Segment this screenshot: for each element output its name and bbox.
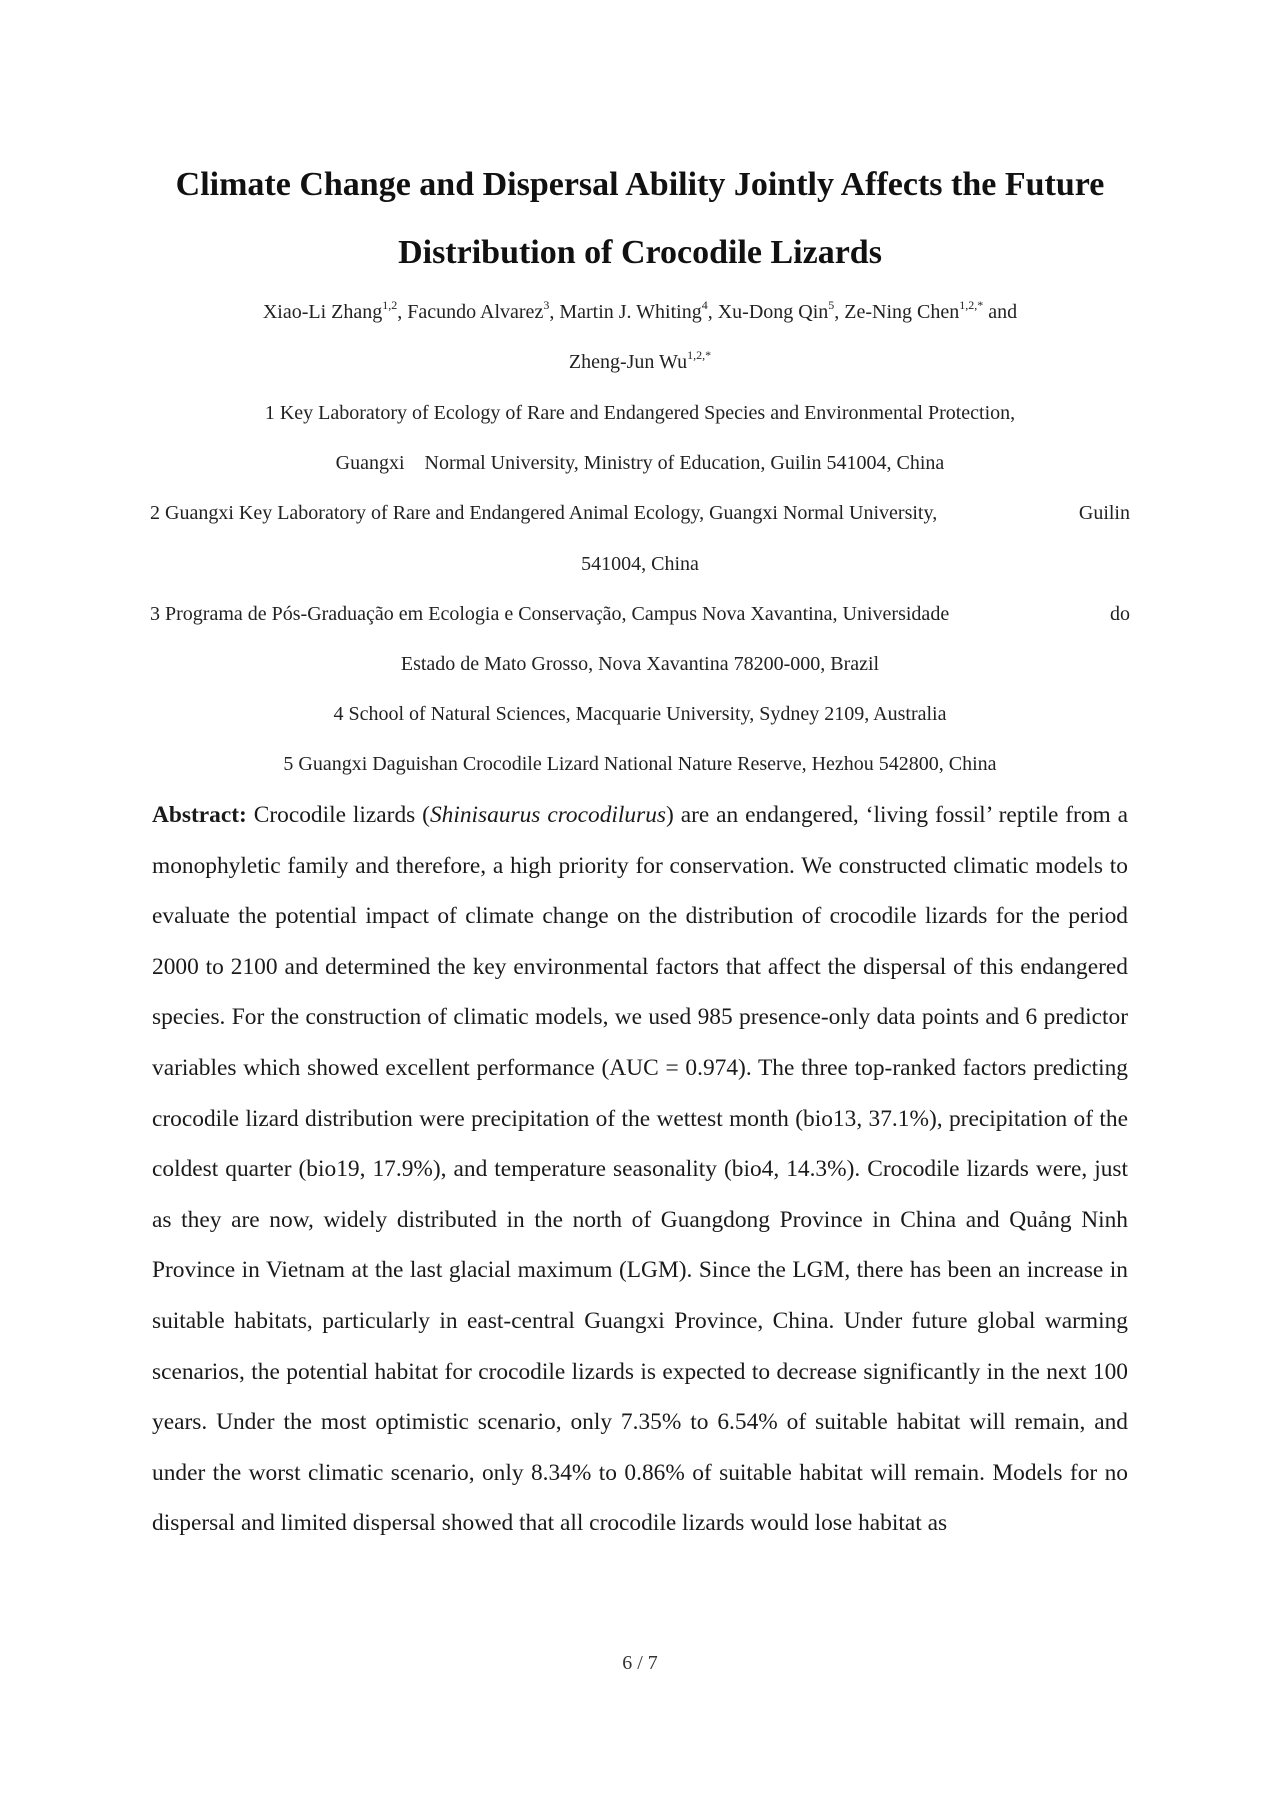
- affiliation-2-text: 2 Guangxi Key Laboratory of Rare and Endangered Animal Ecology, Guangxi Normal University,: [150, 502, 938, 524]
- author-list-line-1: [0, 298, 1280, 324]
- author-affiliation-mark: 5: [828, 298, 835, 312]
- author-name: Zheng-Jun Wu: [568, 351, 688, 373]
- author-affiliation-mark: 1,2,*: [687, 348, 712, 362]
- author-name: , Ze-Ning Chen: [834, 301, 960, 323]
- author-name: , Martin J. Whiting: [549, 301, 702, 323]
- page-number: 6 / 7: [622, 1652, 658, 1674]
- affiliation-4: 4 School of Natural Sciences, Macquarie University, Sydney 2109, Australia: [333, 703, 947, 725]
- affiliation-2-line-2: 541004, China: [581, 553, 699, 575]
- species-name: Shinisaurus crocodilurus: [429, 802, 666, 828]
- author-affiliation-mark: 1,2: [382, 298, 398, 312]
- abstract-text-part-1: Crocodile lizards (: [246, 802, 430, 828]
- affiliation-2-line-1: [150, 502, 1130, 525]
- abstract-paragraph: [152, 790, 1128, 1549]
- paper-title-line-1: Climate Change and Dispersal Ability Jointly Affects the Future: [175, 166, 1105, 203]
- affiliation-3-text: 3 Programa de Pós-Graduação em Ecologia e Conservação, Campus Nova Xavantina, Universidade: [150, 603, 950, 625]
- affiliation-1-line-1: 1 Key Laboratory of Ecology of Rare and Endangered Species and Environmental Protection,: [264, 402, 1016, 424]
- affiliation-5: 5 Guangxi Daguishan Crocodile Lizard National Nature Reserve, Hezhou 542800, China: [283, 753, 997, 775]
- author-name: , Facundo Alvarez: [397, 301, 544, 323]
- author-name: Xiao-Li Zhang: [262, 301, 383, 323]
- author-list-conjunction: and: [983, 301, 1018, 323]
- abstract-label: Abstract:: [152, 802, 247, 828]
- author-list-line-2: [0, 348, 1280, 374]
- abstract-text-part-2: ) are an endangered, ‘living fossil’ reptile from a monophyletic family and therefore, a high priority for conservation. We constructed climatic models to evaluate the potential impact of climate change on the distribution of crocodile lizards for the period 2000 to 2100 and determined the key environmental factors that affect the dispersal of this endangered species. For the construction of climatic models, we used 985 presence-only data points and 6 predictor variables which showed excellent performance (AUC = 0.974). The three top-ranked factors predicting crocodile lizard distribution were precipitation of the wettest month (bio13, 37.1%), precipitation of the coldest quarter (bio19, 17.9%), and temperature seasonality (bio4, 14.3%). Crocodile lizards were, just as they are now, widely distributed in the north of Guangdong Province in China and Quảng Ninh Province in Vietnam at the last glacial maximum (LGM). Since the LGM, there has been an increase in suitable habitats, particularly in east-central Guangxi Province, China. Under future global warming scenarios, the potential habitat for crocodile lizards is expected to decrease significantly in the next 100 years. Under the most optimistic scenario, only 7.35% to 6.54% of suitable habitat will remain, and under the worst climatic scenario, only 8.34% to 0.86% of suitable habitat will remain. Models for no dispersal and limited dispersal showed that all crocodile lizards would lose habitat as: [152, 802, 1128, 1537]
- author-affiliation-mark: 4: [701, 298, 708, 312]
- author-affiliation-mark: 1,2,*: [959, 298, 984, 312]
- affiliation-3-line-2: Estado de Mato Grosso, Nova Xavantina 78200-000, Brazil: [400, 653, 880, 675]
- author-name: , Xu-Dong Qin: [707, 301, 829, 323]
- affiliation-1-line-2: Guangxi Normal University, Ministry of Education, Guilin 541004, China: [335, 452, 945, 474]
- paper-title-line-2: Distribution of Crocodile Lizards: [398, 234, 882, 271]
- author-affiliation-mark: 3: [543, 298, 550, 312]
- affiliation-3-end: do: [1110, 603, 1130, 625]
- affiliation-2-city: Guilin: [1078, 502, 1130, 524]
- affiliation-3-line-1: [150, 603, 1130, 626]
